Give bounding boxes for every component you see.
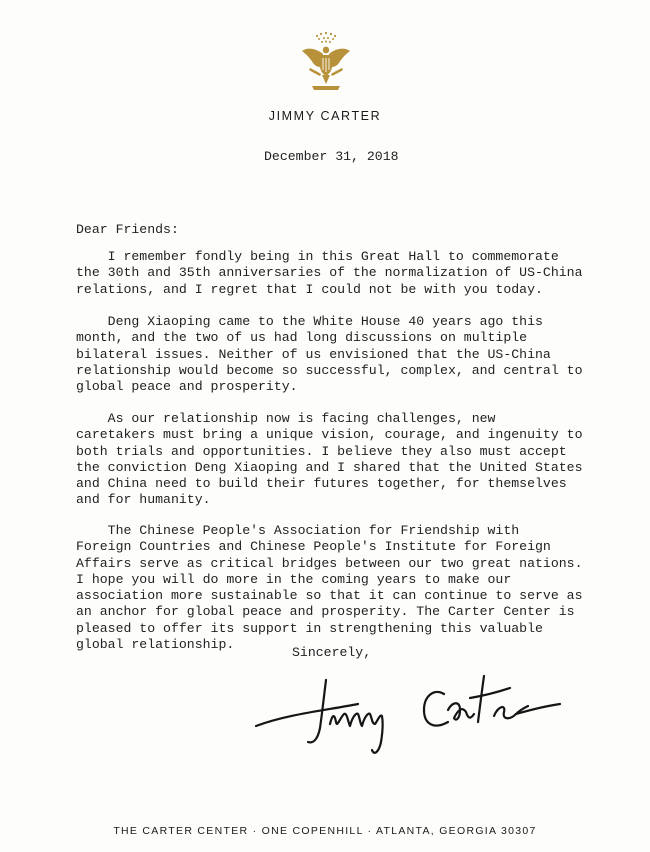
paragraph-line: I hope you will do more in the coming years to make our: [76, 571, 512, 587]
paragraph-line: global peace and prosperity.: [76, 379, 298, 395]
closing: Sincerely,: [292, 645, 372, 660]
paragraph-line: Affairs serve as critical bridges between our two great nations.: [76, 555, 583, 571]
paragraph-line: I remember fondly being in this Great Hall to commemorate: [76, 249, 559, 264]
paragraph-line: and China need to build their futures together, for themselves: [76, 476, 567, 492]
paragraph-line: the 30th and 35th anniversaries of the normalization of US-China: [76, 265, 583, 281]
paragraph-line: As our relationship now is facing challenges, new: [76, 411, 496, 426]
paragraph-line: relationship would become so successful, complex, and central to: [76, 362, 583, 378]
paragraph-line: caretakers must bring a unique vision, courage, and ingenuity to: [76, 427, 583, 443]
paragraph-line: an anchor for global peace and prosperity. The Carter Center is: [76, 604, 575, 620]
paragraph-1: [76, 249, 606, 298]
paragraph-2: [76, 314, 606, 395]
paragraph-line: relations, and I regret that I could not be with you today.: [76, 281, 543, 297]
paragraph-line: Deng Xiaoping came to the White House 40 years ago this: [76, 314, 543, 329]
paragraph-line: global relationship.: [76, 637, 235, 653]
footer-address: THE CARTER CENTER · ONE COPENHILL · ATLANTA, GEORGIA 30307: [113, 825, 537, 837]
letter-date: December 31, 2018: [264, 149, 399, 164]
paragraph-line: the conviction Deng Xiaoping and I shared that the United States: [76, 459, 583, 475]
paragraph-line: month, and the two of us had long discussions on multiple: [76, 330, 528, 346]
paragraph-3: [76, 411, 606, 509]
eagle-seal-icon: [298, 30, 354, 94]
salutation: Dear Friends:: [76, 222, 179, 237]
paragraph-line: Foreign Countries and Chinese People's Institute for Foreign: [76, 539, 551, 555]
handwritten-signature: [248, 666, 568, 766]
paragraph-line: pleased to offer its support in strengthening this valuable: [76, 620, 543, 636]
paragraph-line: association more sustainable so that it can continue to serve as: [76, 588, 583, 604]
paragraph-4: [76, 523, 606, 653]
paragraph-line: bilateral issues. Neither of us envisioned that the US-China: [76, 346, 551, 362]
paragraph-line: both trials and opportunities. I believe they also must accept: [76, 443, 567, 459]
paragraph-line: and for humanity.: [76, 492, 211, 508]
sender-name: JIMMY CARTER: [268, 109, 382, 123]
paragraph-line: The Chinese People's Association for Friendship with: [76, 523, 520, 538]
